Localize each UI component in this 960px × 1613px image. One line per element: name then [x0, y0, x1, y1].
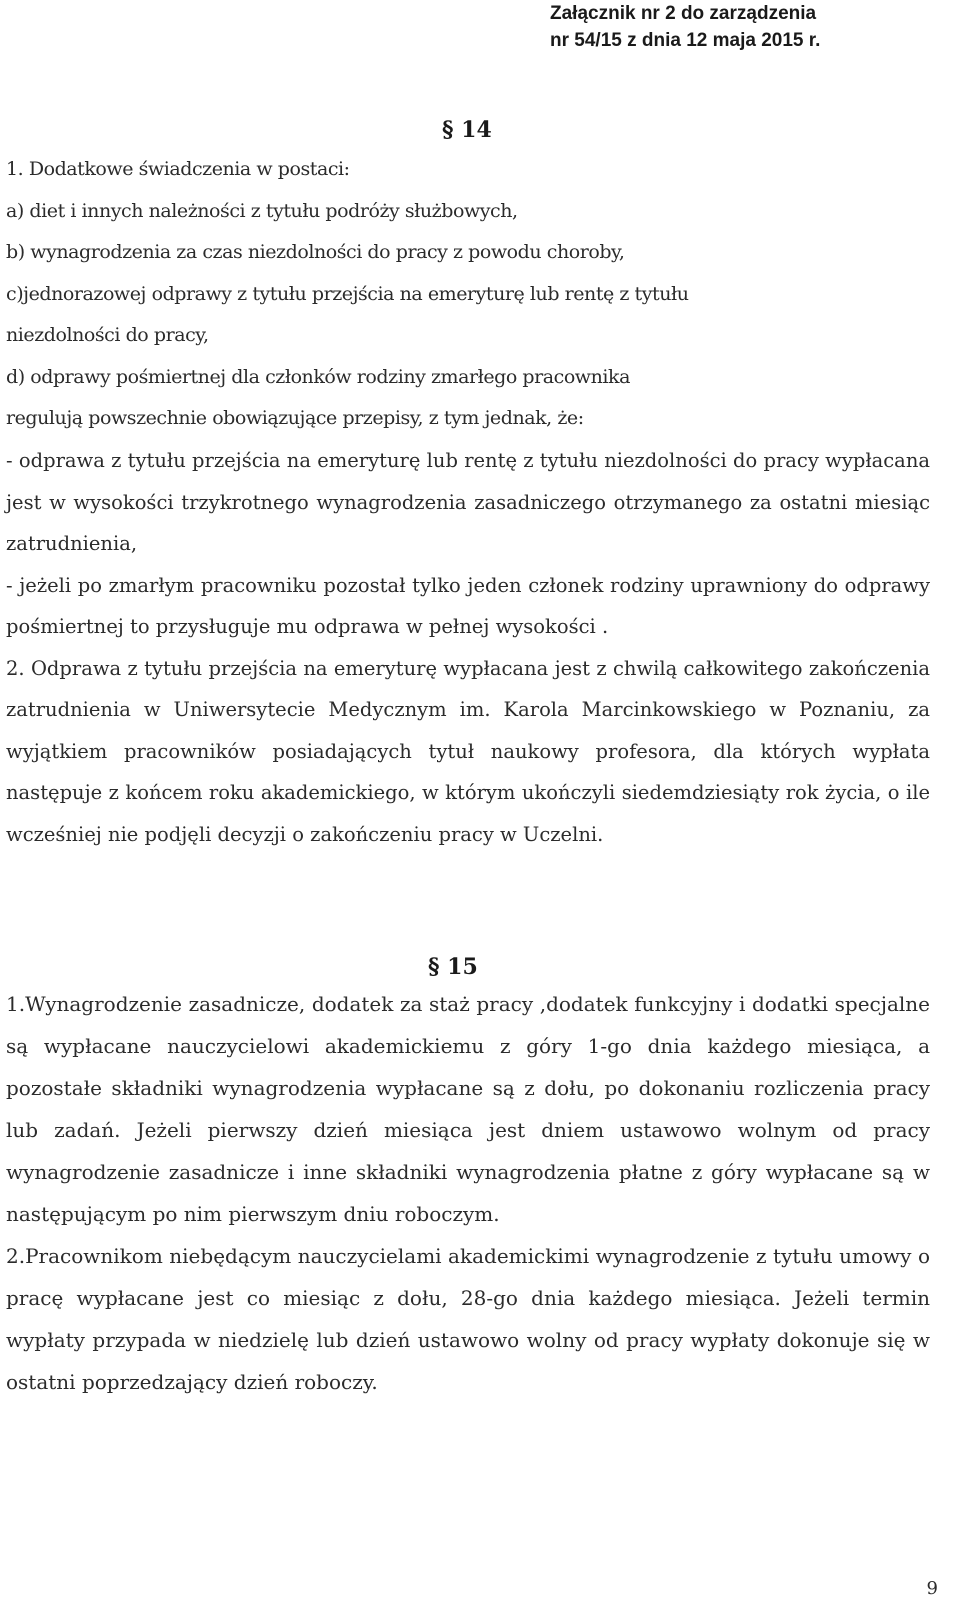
section-15-heading: § 15 — [428, 954, 478, 980]
list-line: niezdolności do pracy, — [6, 324, 209, 346]
paragraph: 2.Pracownikom niebędącym nauczycielami akademickimi wynagrodzenie z tytułu umowy o pracę wypłacane jest co miesiąc z dołu, 28-go dnia każdego miesiąca. Jeżeli termin wypłaty przypada w niedzielę lub dzień ustawowo wolny od pracy wypłaty dokonuje się w ostatni poprzedzający dzień roboczy. — [6, 1244, 930, 1394]
list-line: b) wynagrodzenia za czas niezdolności do pracy z powodu choroby, — [6, 241, 625, 263]
page-number: 9 — [926, 1578, 938, 1599]
paragraph: 2. Odprawa z tytułu przejścia na emeryturę wypłacana jest z chwilą całkowitego zakończenia zatrudnienia w Uniwersytecie Medycznym im. Karola Marcinkowskiego w Poznaniu, za wyjątkiem pracowników posiadających tytuł naukowy profesora, dla których wypłata następuje z końcem roku akademickiego, w którym ukończyli siedemdziesiąty rok życia, o ile wcześniej nie podjęli decyzji o zakończeniu pracy w Uczelni. — [6, 656, 930, 846]
header-line-2: nr 54/15 z dnia 12 maja 2015 r. — [550, 30, 821, 51]
paragraph: - jeżeli po zmarłym pracowniku pozostał tylko jeden członek rodziny uprawniony do odprawy pośmiertnej to przysługuje mu odprawa w pełnej wysokości . — [6, 573, 930, 638]
list-line: a) diet i innych należności z tytułu podróży służbowych, — [6, 199, 518, 222]
section-14-list — [6, 149, 930, 440]
section-14-heading: § 14 — [442, 117, 492, 143]
list-line: 1. Dodatkowe świadczenia w postaci: — [6, 158, 350, 180]
paragraph: 1.Wynagrodzenie zasadnicze, dodatek za staż pracy ,dodatek funkcyjny i dodatki specjalne są wypłacane nauczycielowi akademickiemu z góry 1-go dnia każdego miesiąca, a pozostałe składniki wynagrodzenia wypłacane są z dołu, po dokonaniu rozliczenia pracy lub zadań. Jeżeli pierwszy dzień miesiąca jest dniem ustawowo wolnym od pracy wynagrodzenie zasadnicze i inne składniki wynagrodzenia płatne z góry wypłacane są w następującym po nim pierwszym dniu roboczym. — [6, 992, 930, 1226]
section-15-paragraphs — [6, 983, 930, 1403]
list-line: regulują powszechnie obowiązujące przepisy, z tym jednak, że: — [6, 407, 584, 429]
section-14-paragraphs — [6, 440, 930, 855]
list-line: c)jednorazowej odprawy z tytułu przejścia na emeryturę lub rentę z tytułu — [6, 282, 689, 305]
paragraph: - odprawa z tytułu przejścia na emeryturę lub rentę z tytułu niezdolności do pracy wypłacana jest w wysokości trzykrotnego wynagrodzenia zasadniczego otrzymanego za ostatni miesiąc zatrudnienia, — [6, 449, 930, 555]
document-header — [550, 0, 890, 54]
list-line: d) odprawy pośmiertnej dla członków rodziny zmarłego pracownika — [6, 365, 630, 388]
header-line-1: Załącznik nr 2 do zarządzenia — [550, 3, 817, 24]
